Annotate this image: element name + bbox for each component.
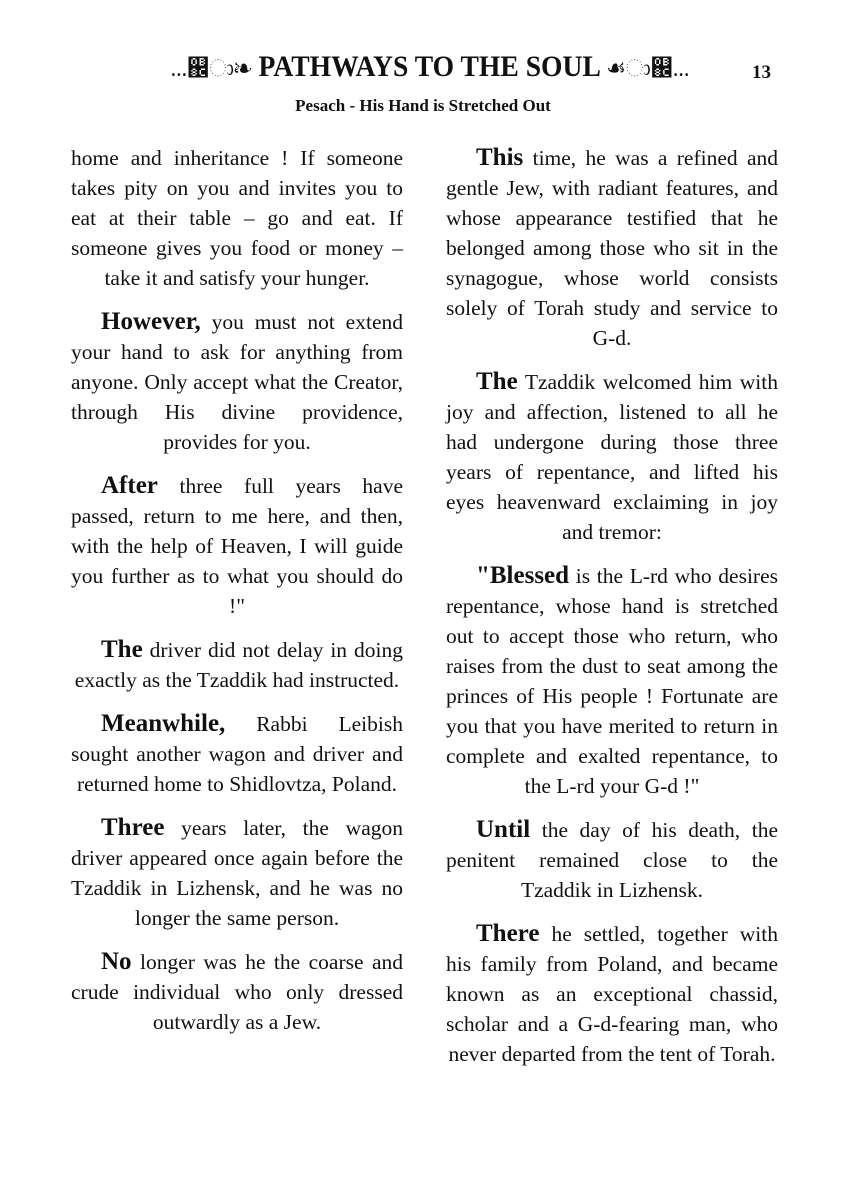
paragraph — [446, 815, 778, 905]
paragraph — [71, 635, 403, 695]
page-number: 13 — [752, 62, 771, 83]
lead-word: The — [101, 636, 143, 663]
paragraph-text: the day of his death, the penitent remained close to the Tzaddik in Lizhensk. — [446, 818, 778, 902]
paragraph-text: Tzaddik welcomed him with joy and affection, listened to all he had undergone during those three years of repentance, and lifted his eyes heavenward exclaiming in joy and tremor: — [446, 370, 778, 544]
lead-word: This — [476, 144, 524, 171]
running-title — [154, 50, 706, 84]
ornament-right-icon: ☙ා஌... — [606, 56, 690, 82]
paragraph — [71, 143, 403, 293]
paragraph — [71, 307, 403, 457]
paragraph — [71, 813, 403, 933]
paragraph — [71, 471, 403, 621]
paragraph — [446, 367, 778, 547]
paragraph — [71, 709, 403, 799]
lead-word: However, — [101, 308, 201, 335]
paragraph — [446, 919, 778, 1069]
lead-word: Until — [476, 816, 531, 843]
lead-word: After — [101, 472, 158, 499]
paragraph — [71, 947, 403, 1037]
paragraph-text: home and inheritance ! If someone takes pity on you and invites you to eat at their table – go and eat. If someone gives you food or money – take it and satisfy your hunger. — [71, 146, 403, 290]
left-column — [71, 143, 403, 1051]
right-column — [446, 143, 778, 1083]
paragraph-text: longer was he the coarse and crude individual who only dressed outwardly as a Jew. — [71, 950, 403, 1034]
paragraph — [446, 143, 778, 353]
paragraph-text: three full years have passed, return to me here, and then, with the help of Heaven, I will guide you further as to what you should do !" — [71, 474, 403, 618]
ornament-left-icon: ...஌ා❧ — [170, 56, 252, 82]
paragraph-text: time, he was a refined and gentle Jew, with radiant features, and whose appearance testified that he belonged among those who sit in the synagogue, whose world consists solely of Torah study and service to G-d. — [446, 146, 778, 350]
paragraph-text: years later, the wagon driver appeared once again before the Tzaddik in Lizhensk, and he was no longer the same person. — [71, 816, 403, 930]
lead-word: No — [101, 948, 132, 975]
paragraph-text: you must not extend your hand to ask for anything from anyone. Only accept what the Creator, through His divine providence, provides for you. — [71, 310, 403, 454]
lead-word: Meanwhile, — [101, 710, 226, 737]
paragraph-text: driver did not delay in doing exactly as the Tzaddik had instructed. — [74, 638, 403, 692]
lead-word: There — [476, 920, 540, 947]
paragraph-text: is the L-rd who desires repentance, whose hand is stretched out to accept those who return, who raises from the dust to seat among the princes of His people ! Fortunate are you that you have merited to return in complete and exalted repentance, to the L-rd your G-d !" — [446, 564, 778, 798]
lead-word: "Blessed — [476, 562, 570, 589]
paragraph-text: he settled, together with his family from Poland, and became known as an exceptional chassid, scholar and a G-d-fearing man, who never departed from the tent of Torah. — [446, 922, 778, 1066]
paragraph-text: Rabbi Leibish sought another wagon and driver and returned home to Shidlovtza, Poland. — [71, 712, 403, 796]
chapter-subtitle: Pesach - His Hand is Stretched Out — [295, 96, 551, 115]
lead-word: The — [476, 368, 518, 395]
paragraph — [446, 561, 778, 801]
book-title: PATHWAYS TO THE SOUL — [258, 50, 600, 83]
lead-word: Three — [101, 814, 165, 841]
